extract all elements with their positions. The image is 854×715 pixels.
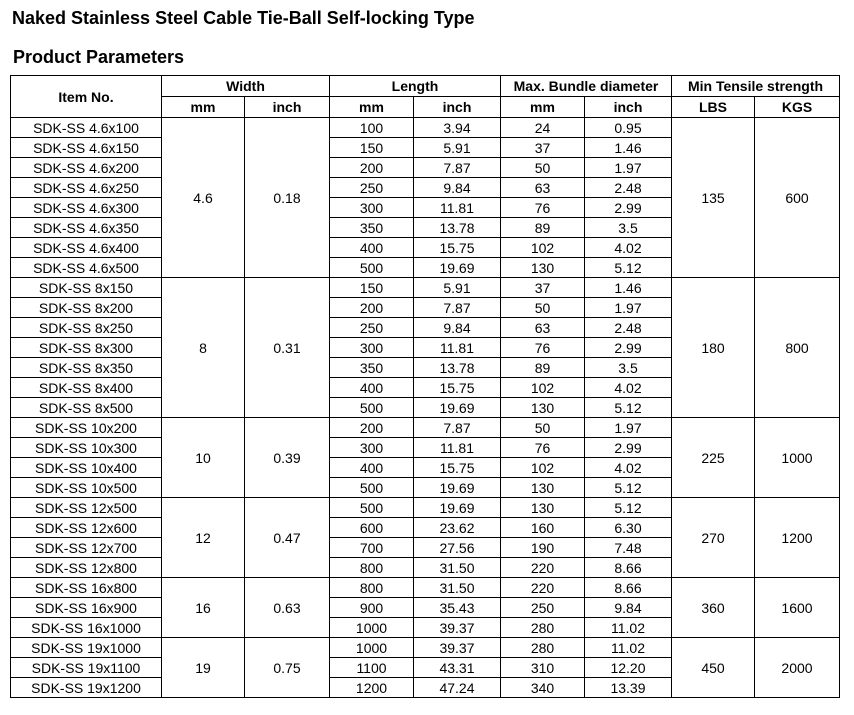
- tensile-lbs-cell: 225: [672, 418, 755, 498]
- bundle-inch-cell: 8.66: [585, 558, 672, 578]
- bundle-inch-cell: 4.02: [585, 238, 672, 258]
- bundle-inch-cell: 9.84: [585, 598, 672, 618]
- bundle-inch-cell: 5.12: [585, 498, 672, 518]
- item-no-cell: SDK-SS 10x500: [11, 478, 162, 498]
- length-inch-cell: 19.69: [414, 258, 501, 278]
- width-inch-cell: 0.75: [245, 638, 330, 698]
- width-mm-cell: 19: [162, 638, 245, 698]
- item-no-cell: SDK-SS 4.6x100: [11, 118, 162, 138]
- length-mm-cell: 600: [330, 518, 414, 538]
- length-inch-cell: 43.31: [414, 658, 501, 678]
- bundle-mm-cell: 37: [501, 278, 585, 298]
- item-no-cell: SDK-SS 4.6x250: [11, 178, 162, 198]
- tensile-kgs-cell: 800: [755, 278, 840, 418]
- length-inch-cell: 7.87: [414, 158, 501, 178]
- length-mm-cell: 400: [330, 378, 414, 398]
- bundle-inch-cell: 1.97: [585, 298, 672, 318]
- item-no-cell: SDK-SS 4.6x200: [11, 158, 162, 178]
- bundle-inch-cell: 4.02: [585, 458, 672, 478]
- length-mm-cell: 400: [330, 458, 414, 478]
- length-inch-cell: 19.69: [414, 398, 501, 418]
- bundle-mm-cell: 76: [501, 198, 585, 218]
- item-no-cell: SDK-SS 10x300: [11, 438, 162, 458]
- header-length: Length: [330, 76, 501, 97]
- length-mm-cell: 100: [330, 118, 414, 138]
- bundle-inch-cell: 6.30: [585, 518, 672, 538]
- bundle-mm-cell: 280: [501, 618, 585, 638]
- item-no-cell: SDK-SS 19x1100: [11, 658, 162, 678]
- item-no-cell: SDK-SS 19x1000: [11, 638, 162, 658]
- item-no-cell: SDK-SS 16x900: [11, 598, 162, 618]
- length-inch-cell: 9.84: [414, 178, 501, 198]
- header-bundle-mm: mm: [501, 97, 585, 118]
- table-body: [11, 118, 840, 698]
- bundle-mm-cell: 190: [501, 538, 585, 558]
- length-mm-cell: 500: [330, 398, 414, 418]
- length-mm-cell: 500: [330, 498, 414, 518]
- header-length-mm: mm: [330, 97, 414, 118]
- width-inch-cell: 0.63: [245, 578, 330, 638]
- item-no-cell: SDK-SS 8x500: [11, 398, 162, 418]
- table-row: [11, 278, 840, 298]
- bundle-mm-cell: 102: [501, 378, 585, 398]
- length-mm-cell: 300: [330, 338, 414, 358]
- length-inch-cell: 47.24: [414, 678, 501, 698]
- bundle-mm-cell: 340: [501, 678, 585, 698]
- tensile-lbs-cell: 360: [672, 578, 755, 638]
- tensile-kgs-cell: 1600: [755, 578, 840, 638]
- bundle-mm-cell: 50: [501, 158, 585, 178]
- bundle-inch-cell: 1.46: [585, 278, 672, 298]
- table-row: [11, 578, 840, 598]
- length-inch-cell: 7.87: [414, 298, 501, 318]
- item-no-cell: SDK-SS 16x800: [11, 578, 162, 598]
- width-inch-cell: 0.47: [245, 498, 330, 578]
- bundle-mm-cell: 130: [501, 498, 585, 518]
- table-row: [11, 498, 840, 518]
- bundle-mm-cell: 63: [501, 318, 585, 338]
- item-no-cell: SDK-SS 8x250: [11, 318, 162, 338]
- length-mm-cell: 500: [330, 478, 414, 498]
- tensile-kgs-cell: 600: [755, 118, 840, 278]
- bundle-inch-cell: 1.97: [585, 418, 672, 438]
- length-inch-cell: 5.91: [414, 138, 501, 158]
- length-inch-cell: 11.81: [414, 198, 501, 218]
- bundle-mm-cell: 160: [501, 518, 585, 538]
- width-mm-cell: 16: [162, 578, 245, 638]
- tensile-lbs-cell: 135: [672, 118, 755, 278]
- item-no-cell: SDK-SS 4.6x350: [11, 218, 162, 238]
- tensile-lbs-cell: 270: [672, 498, 755, 578]
- item-no-cell: SDK-SS 4.6x300: [11, 198, 162, 218]
- bundle-inch-cell: 2.99: [585, 198, 672, 218]
- bundle-mm-cell: 24: [501, 118, 585, 138]
- bundle-inch-cell: 1.46: [585, 138, 672, 158]
- bundle-mm-cell: 102: [501, 458, 585, 478]
- length-inch-cell: 5.91: [414, 278, 501, 298]
- length-inch-cell: 39.37: [414, 638, 501, 658]
- bundle-inch-cell: 2.99: [585, 438, 672, 458]
- length-inch-cell: 11.81: [414, 438, 501, 458]
- width-inch-cell: 0.39: [245, 418, 330, 498]
- width-mm-cell: 4.6: [162, 118, 245, 278]
- item-no-cell: SDK-SS 10x200: [11, 418, 162, 438]
- product-parameters-table: [10, 75, 840, 698]
- section-title: Product Parameters: [13, 47, 185, 67]
- bundle-mm-cell: 89: [501, 358, 585, 378]
- length-inch-cell: 31.50: [414, 578, 501, 598]
- item-no-cell: SDK-SS 19x1200: [11, 678, 162, 698]
- length-mm-cell: 150: [330, 278, 414, 298]
- item-no-cell: SDK-SS 8x300: [11, 338, 162, 358]
- item-no-cell: SDK-SS 4.6x150: [11, 138, 162, 158]
- length-mm-cell: 1000: [330, 618, 414, 638]
- length-mm-cell: 300: [330, 198, 414, 218]
- header-bundle-diameter: Max. Bundle diameter: [501, 76, 672, 97]
- header-tensile-strength: Min Tensile strength: [672, 76, 840, 97]
- item-no-cell: SDK-SS 12x500: [11, 498, 162, 518]
- item-no-cell: SDK-SS 16x1000: [11, 618, 162, 638]
- item-no-cell: SDK-SS 12x600: [11, 518, 162, 538]
- bundle-inch-cell: 3.5: [585, 358, 672, 378]
- bundle-inch-cell: 3.5: [585, 218, 672, 238]
- length-mm-cell: 500: [330, 258, 414, 278]
- length-mm-cell: 200: [330, 158, 414, 178]
- bundle-inch-cell: 11.02: [585, 638, 672, 658]
- width-mm-cell: 8: [162, 278, 245, 418]
- item-no-cell: SDK-SS 8x400: [11, 378, 162, 398]
- item-no-cell: SDK-SS 12x700: [11, 538, 162, 558]
- length-inch-cell: 15.75: [414, 458, 501, 478]
- bundle-mm-cell: 102: [501, 238, 585, 258]
- bundle-inch-cell: 1.97: [585, 158, 672, 178]
- header-lbs: LBS: [672, 97, 755, 118]
- length-inch-cell: 15.75: [414, 378, 501, 398]
- item-no-cell: SDK-SS 4.6x400: [11, 238, 162, 258]
- length-mm-cell: 250: [330, 318, 414, 338]
- bundle-inch-cell: 13.39: [585, 678, 672, 698]
- bundle-inch-cell: 2.48: [585, 318, 672, 338]
- bundle-mm-cell: 50: [501, 298, 585, 318]
- header-bundle-inch: inch: [585, 97, 672, 118]
- bundle-inch-cell: 8.66: [585, 578, 672, 598]
- table-row: [11, 118, 840, 138]
- length-inch-cell: 3.94: [414, 118, 501, 138]
- length-inch-cell: 27.56: [414, 538, 501, 558]
- bundle-inch-cell: 5.12: [585, 258, 672, 278]
- length-mm-cell: 1100: [330, 658, 414, 678]
- page-title: Naked Stainless Steel Cable Tie-Ball Self-locking Type: [12, 8, 475, 28]
- bundle-mm-cell: 220: [501, 558, 585, 578]
- item-no-cell: SDK-SS 10x400: [11, 458, 162, 478]
- bundle-mm-cell: 89: [501, 218, 585, 238]
- length-mm-cell: 200: [330, 298, 414, 318]
- bundle-inch-cell: 0.95: [585, 118, 672, 138]
- bundle-inch-cell: 7.48: [585, 538, 672, 558]
- table-row: [11, 418, 840, 438]
- bundle-mm-cell: 76: [501, 338, 585, 358]
- table-row: [11, 638, 840, 658]
- length-inch-cell: 15.75: [414, 238, 501, 258]
- length-mm-cell: 300: [330, 438, 414, 458]
- bundle-mm-cell: 50: [501, 418, 585, 438]
- length-inch-cell: 9.84: [414, 318, 501, 338]
- width-inch-cell: 0.31: [245, 278, 330, 418]
- header-item-no: Item No.: [11, 76, 162, 118]
- length-mm-cell: 250: [330, 178, 414, 198]
- length-mm-cell: 200: [330, 418, 414, 438]
- bundle-mm-cell: 280: [501, 638, 585, 658]
- item-no-cell: SDK-SS 8x150: [11, 278, 162, 298]
- length-inch-cell: 13.78: [414, 358, 501, 378]
- bundle-inch-cell: 2.99: [585, 338, 672, 358]
- width-mm-cell: 12: [162, 498, 245, 578]
- bundle-inch-cell: 12.20: [585, 658, 672, 678]
- tensile-lbs-cell: 180: [672, 278, 755, 418]
- length-mm-cell: 1000: [330, 638, 414, 658]
- width-mm-cell: 10: [162, 418, 245, 498]
- bundle-mm-cell: 63: [501, 178, 585, 198]
- header-width-mm: mm: [162, 97, 245, 118]
- length-inch-cell: 13.78: [414, 218, 501, 238]
- length-inch-cell: 7.87: [414, 418, 501, 438]
- length-mm-cell: 350: [330, 218, 414, 238]
- bundle-mm-cell: 130: [501, 258, 585, 278]
- length-inch-cell: 23.62: [414, 518, 501, 538]
- bundle-mm-cell: 250: [501, 598, 585, 618]
- bundle-inch-cell: 2.48: [585, 178, 672, 198]
- length-mm-cell: 700: [330, 538, 414, 558]
- length-mm-cell: 800: [330, 558, 414, 578]
- item-no-cell: SDK-SS 8x350: [11, 358, 162, 378]
- item-no-cell: SDK-SS 12x800: [11, 558, 162, 578]
- tensile-kgs-cell: 1000: [755, 418, 840, 498]
- header-length-inch: inch: [414, 97, 501, 118]
- bundle-mm-cell: 130: [501, 478, 585, 498]
- bundle-mm-cell: 220: [501, 578, 585, 598]
- width-inch-cell: 0.18: [245, 118, 330, 278]
- length-mm-cell: 900: [330, 598, 414, 618]
- bundle-mm-cell: 37: [501, 138, 585, 158]
- bundle-mm-cell: 130: [501, 398, 585, 418]
- bundle-inch-cell: 4.02: [585, 378, 672, 398]
- length-inch-cell: 39.37: [414, 618, 501, 638]
- length-mm-cell: 350: [330, 358, 414, 378]
- length-inch-cell: 31.50: [414, 558, 501, 578]
- tensile-kgs-cell: 2000: [755, 638, 840, 698]
- header-width: Width: [162, 76, 330, 97]
- bundle-inch-cell: 11.02: [585, 618, 672, 638]
- item-no-cell: SDK-SS 4.6x500: [11, 258, 162, 278]
- header-width-inch: inch: [245, 97, 330, 118]
- length-inch-cell: 11.81: [414, 338, 501, 358]
- length-inch-cell: 19.69: [414, 498, 501, 518]
- bundle-inch-cell: 5.12: [585, 398, 672, 418]
- length-mm-cell: 800: [330, 578, 414, 598]
- tensile-kgs-cell: 1200: [755, 498, 840, 578]
- tensile-lbs-cell: 450: [672, 638, 755, 698]
- bundle-inch-cell: 5.12: [585, 478, 672, 498]
- length-mm-cell: 150: [330, 138, 414, 158]
- item-no-cell: SDK-SS 8x200: [11, 298, 162, 318]
- length-mm-cell: 400: [330, 238, 414, 258]
- header-kgs: KGS: [755, 97, 840, 118]
- bundle-mm-cell: 76: [501, 438, 585, 458]
- length-inch-cell: 35.43: [414, 598, 501, 618]
- bundle-mm-cell: 310: [501, 658, 585, 678]
- length-mm-cell: 1200: [330, 678, 414, 698]
- length-inch-cell: 19.69: [414, 478, 501, 498]
